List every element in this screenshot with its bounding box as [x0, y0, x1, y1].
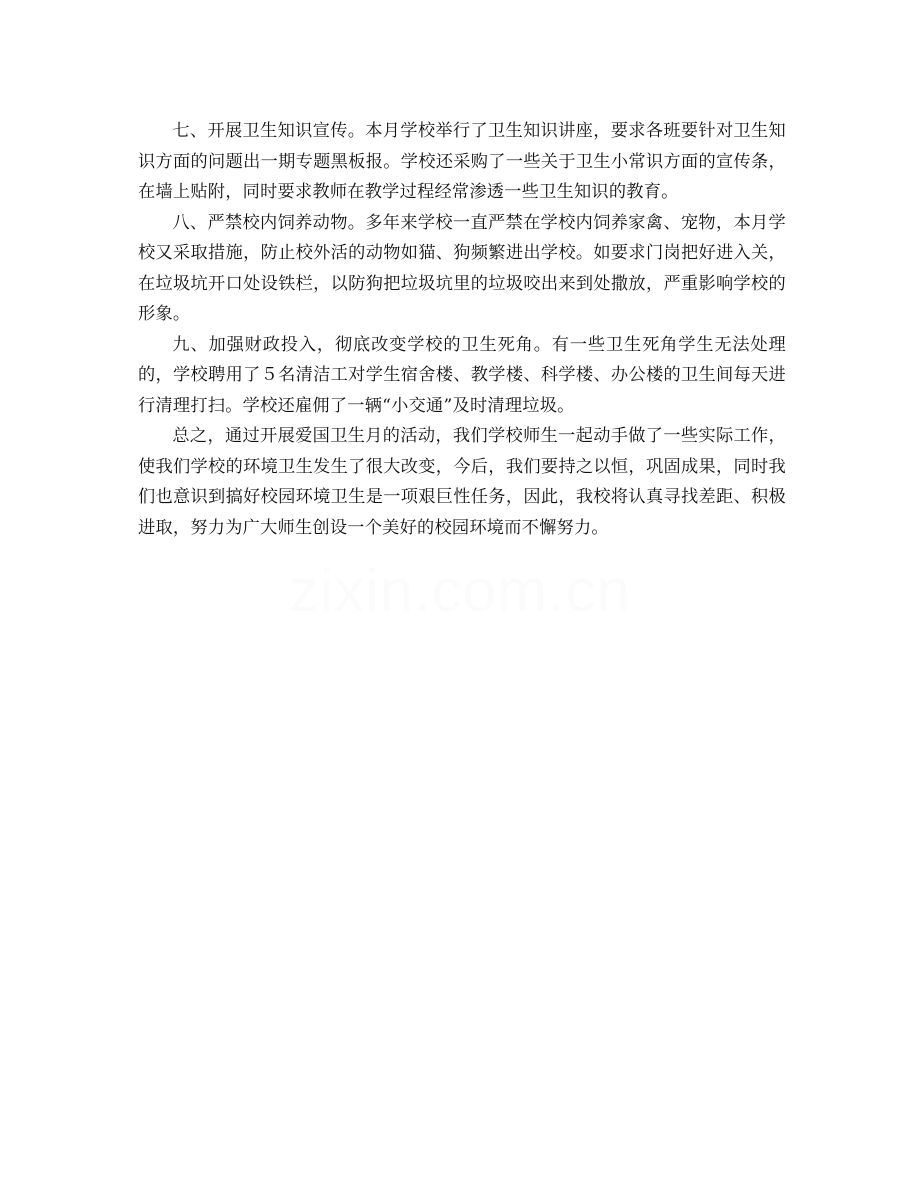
watermark: zixin.com.cn	[288, 557, 632, 624]
paragraph-section-9: 九、加强财政投入，彻底改变学校的卫生死角。有一些卫生死角学生无法处理的，学校聘用了５名清洁工对学生宿舍楼、教学楼、科学楼、办公楼的卫生间每天进行清理打扫。学校还雇佣了一辆“小交通”及时清理垃圾。	[138, 334, 786, 416]
paragraph-conclusion: 总之，通过开展爱国卫生月的活动，我们学校师生一起动手做了一些实际工作，使我们学校的环境卫生发生了很大改变，今后，我们要持之以恒，巩固成果，同时我们也意识到搞好校园环境卫生是一项艰巨性任务，因此，我校将认真寻找差距、积极进取，努力为广大师生创设一个美好的校园环境而不懈努力。	[138, 426, 786, 538]
paragraph-section-8: 八、严禁校内饲养动物。多年来学校一直严禁在学校内饲养家禽、宠物，本月学校又采取措施，防止校外活的动物如猫、狗频繁进出学校。如要求门岗把好进入关，在垃圾坑开口处设铁栏，以防狗把垃圾坑里的垃圾咬出来到处撒放，严重影响学校的形象。	[138, 212, 786, 324]
document-body	[138, 116, 786, 543]
paragraph-section-7: 七、开展卫生知识宣传。本月学校举行了卫生知识讲座，要求各班要针对卫生知识方面的问题出一期专题黑板报。学校还采购了一些关于卫生小常识方面的宣传条，在墙上贴附，同时要求教师在教学过程经常渗透一些卫生知识的教育。	[138, 121, 786, 202]
